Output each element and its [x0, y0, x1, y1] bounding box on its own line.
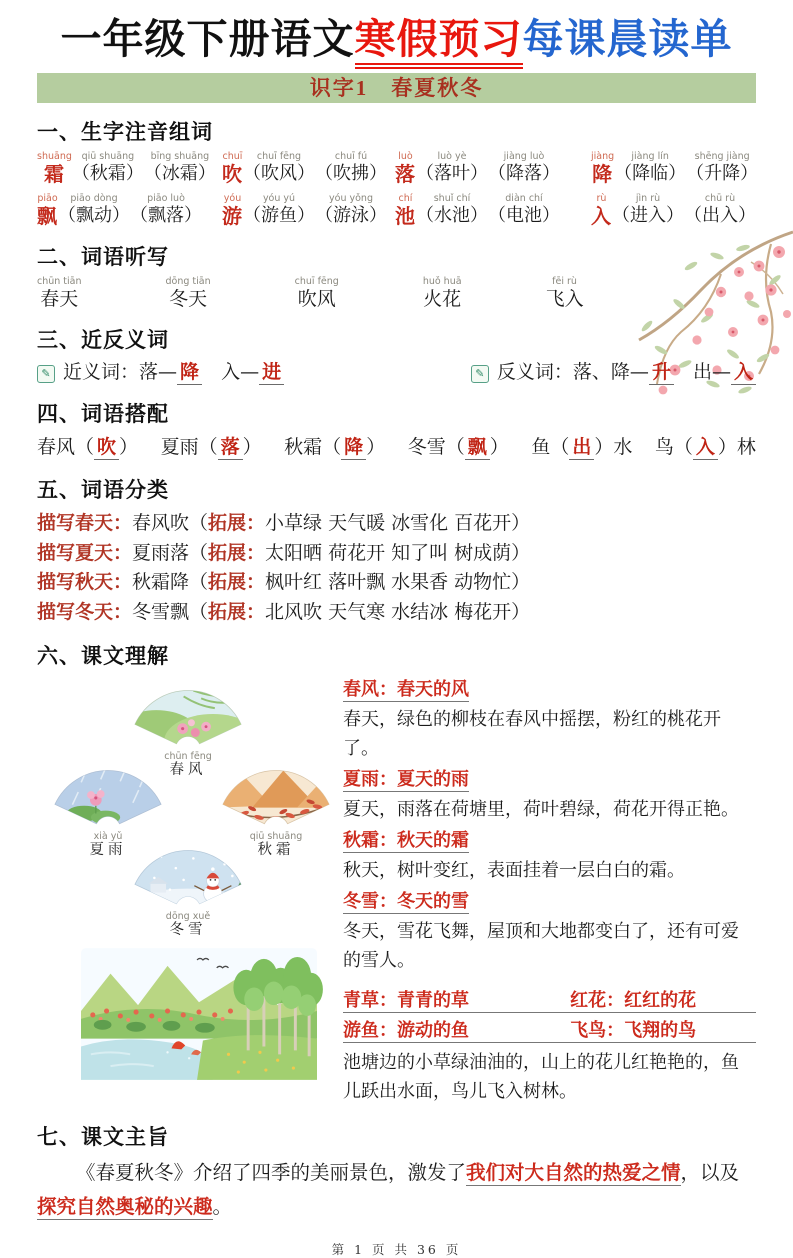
word-text: 飞入: [545, 288, 584, 311]
classification-row: [37, 598, 756, 628]
section-heading-comprehension: 六、课文理解: [37, 645, 169, 669]
word-pinyin: chū rù: [704, 193, 736, 205]
collocation-item: [161, 433, 262, 461]
fan-label: 秋霜: [257, 842, 295, 859]
word-text: （飘动）: [58, 205, 130, 227]
word-pinyin: chūn tiān: [37, 276, 82, 288]
collocation-text: 春风（: [37, 436, 95, 459]
word-pinyin: chuī fēng: [294, 276, 339, 288]
definitions-grid: [343, 987, 756, 1046]
season-phrase: 冬雪飘（: [132, 600, 209, 623]
vocab-grid: [37, 151, 759, 229]
season-phrase: 秋霜降（: [132, 571, 209, 594]
word-pinyin: bīng shuāng: [150, 151, 210, 163]
title-grade-text: 一年级下册语文: [60, 16, 355, 62]
dictation-word: [166, 276, 211, 311]
head-char: 入: [591, 204, 611, 229]
theme-paragraph: [37, 1156, 756, 1224]
word-text: （出入）: [684, 205, 756, 227]
classification-row: [37, 539, 756, 569]
season-phrase: 夏雨落（: [132, 541, 209, 564]
head-pinyin: yóu: [223, 193, 242, 205]
page-number: 第 1 页 共 36 页: [331, 1242, 462, 1258]
comprehension-images: [37, 675, 339, 1108]
collocation-item: [284, 433, 385, 461]
collocation-text: ）: [119, 436, 139, 459]
section-heading-dictation: 二、词语听写: [37, 246, 169, 270]
word-pinyin: chuī fēng: [256, 151, 302, 163]
answer-char: 吹: [94, 436, 119, 460]
word-text: （吹拂）: [315, 163, 387, 185]
season-label: 描写冬天：: [37, 600, 133, 623]
answer-char: 入: [693, 436, 718, 460]
collocation-item: [655, 433, 756, 461]
winter-fan-figure: [127, 835, 249, 939]
antonyms-label: 反义词：: [496, 361, 573, 384]
section-heading-vocab: 一、生字注音组词: [37, 121, 213, 145]
classification-row: [37, 568, 756, 598]
synonyms-label: 近义词：: [63, 361, 140, 384]
fan-pinyin: dōng xuě: [165, 911, 211, 923]
word-text: 春天: [40, 288, 79, 311]
answer-char: 飘: [465, 436, 490, 460]
word-text: （落叶）: [416, 163, 488, 185]
word-pinyin: yóu yǒng: [329, 193, 373, 205]
spring-fan-image: [127, 675, 249, 753]
term-heading: 夏雨：夏天的雨: [343, 769, 469, 791]
section-classification: [37, 474, 756, 627]
dictation-row: [37, 276, 756, 311]
definition-heading: 青草：青青的草: [343, 989, 570, 1013]
word-text: （降落）: [488, 163, 560, 185]
memo-pencil-icon: ✎: [37, 365, 55, 383]
comprehension-block: [343, 765, 756, 824]
word-pinyin: yóu yú: [262, 193, 296, 205]
definitions-paragraph: 池塘边的小草绿油油的，山上的花儿红艳艳的，鱼儿跃出水面，鸟儿飞入树林。: [343, 1052, 739, 1103]
fan-label: 春风: [169, 762, 207, 779]
word-pinyin: piāo dòng: [70, 193, 118, 205]
answer-char: 入: [731, 361, 756, 385]
expansion-label: 拓展：: [208, 512, 266, 535]
theme-underlined-text: 我们对大自然的热爱之情: [466, 1161, 681, 1185]
vocab-entry: [37, 193, 222, 228]
word-text: 火花: [423, 288, 462, 311]
word-text: （游泳）: [315, 205, 387, 227]
winter-fan-image: [127, 835, 249, 913]
term-heading: 冬雪：冬天的雪: [343, 891, 469, 913]
fan-pinyin: xià yǔ: [93, 831, 123, 843]
comprehension-block: [343, 826, 756, 885]
answer-char: 降: [177, 361, 202, 385]
section-heading-classification: 五、词语分类: [37, 479, 169, 503]
season-label: 描写秋天：: [37, 571, 133, 594]
word-text: （冰霜）: [143, 163, 216, 185]
dictation-word: [546, 276, 584, 311]
synant-row: [37, 359, 756, 385]
section-heading-synant: 三、近反义词: [37, 329, 169, 353]
word-pinyin: jiàng luò: [503, 151, 545, 163]
word-pinyin: diàn chí: [505, 193, 543, 205]
word-text: （升降）: [686, 163, 759, 185]
head-char: 降: [592, 162, 613, 187]
expansion-text: 太阳晒 荷花开 知了叫 树成荫）: [265, 541, 531, 564]
expansion-text: 小草绿 天气暖 冰雪化 百花开）: [265, 512, 531, 535]
season-phrase: 春风吹（: [132, 512, 209, 535]
pair-text: 入—: [221, 361, 260, 384]
word-pinyin: huǒ huā: [422, 276, 462, 288]
collocation-text: ）林: [717, 436, 756, 459]
word-pinyin: fēi rù: [552, 276, 577, 288]
head-pinyin: rù: [596, 193, 607, 205]
theme-underlined-text: 探究自然奥秘的兴趣: [37, 1195, 213, 1219]
comprehension-block: [343, 675, 756, 763]
vocab-entry: [395, 193, 591, 228]
head-char: 飘: [37, 204, 57, 229]
head-pinyin: jiàng: [591, 151, 615, 163]
fan-label: 夏雨: [89, 842, 127, 859]
head-char: 霜: [43, 162, 64, 187]
term-explanation: 夏天，雨落在荷塘里，荷叶碧绿，荷花开得正艳。: [343, 799, 739, 821]
worksheet-page: [0, 16, 793, 1258]
expansion-text: 枫叶红 落叶飘 水果香 动物忙）: [265, 571, 531, 594]
section-theme: [37, 1121, 756, 1224]
section-synonyms-antonyms: [37, 324, 756, 385]
section-heading-theme: 七、课文主旨: [37, 1126, 169, 1150]
word-text: （秋霜）: [71, 163, 144, 185]
collocation-text: 冬雪（: [407, 436, 465, 459]
word-text: 冬天: [169, 288, 208, 311]
head-pinyin: chí: [398, 193, 413, 205]
head-char: 池: [395, 204, 415, 229]
lesson-banner-text: 识字1 春夏秋冬: [309, 76, 484, 101]
answer-char: 升: [649, 361, 674, 385]
classification-row: [37, 509, 756, 539]
vocab-entry: [591, 151, 759, 187]
collocation-item: [37, 433, 138, 461]
term-heading: 春风：春天的风: [343, 679, 469, 701]
section-dictation: [37, 241, 756, 311]
head-char: 吹: [222, 162, 242, 187]
pair-text: 落—: [139, 361, 178, 384]
dictation-word: [295, 276, 339, 311]
head-pinyin: piāo: [37, 193, 58, 205]
dictation-word: [423, 276, 462, 311]
dictation-word: [37, 276, 82, 311]
comprehension-text: [339, 675, 756, 1108]
word-pinyin: chuī fú: [334, 151, 368, 163]
expansion-label: 拓展：: [208, 571, 266, 594]
synonyms-group: [37, 359, 284, 385]
page-title: [37, 16, 756, 63]
collocation-text: ）: [366, 436, 386, 459]
collocation-text: 鱼（: [531, 436, 570, 459]
head-char: 落: [395, 162, 415, 187]
theme-text: 《春夏秋冬》介绍了四季的美丽景色，激发了: [76, 1161, 467, 1185]
expansion-label: 拓展：: [208, 600, 266, 623]
head-pinyin: luò: [398, 151, 413, 163]
answer-char: 出: [569, 436, 594, 460]
head-pinyin: shuāng: [37, 151, 72, 163]
collocation-item: [408, 433, 509, 461]
title-highlight-text: 寒假预习: [355, 16, 523, 69]
word-text: （降临）: [614, 163, 687, 185]
definition-heading: 游鱼：游动的鱼: [343, 1019, 570, 1043]
word-text: （水池）: [416, 205, 488, 227]
collocation-text: 秋霜（: [284, 436, 342, 459]
comprehension-block: [343, 887, 756, 975]
word-text: （进入）: [612, 205, 684, 227]
section-vocab: [37, 116, 759, 229]
collocation-text: ）: [489, 436, 509, 459]
word-pinyin: qiū shuāng: [81, 151, 135, 163]
word-pinyin: shuǐ chí: [433, 193, 471, 205]
vocab-entry: [395, 151, 591, 186]
word-text: （吹风）: [243, 163, 315, 185]
word-pinyin: dōng tiān: [165, 276, 211, 288]
term-explanation: 秋天，树叶变红，表面挂着一层白白的霜。: [343, 860, 685, 882]
collocation-item: [531, 433, 632, 461]
word-text: （游鱼）: [243, 205, 315, 227]
vocab-entry: [37, 151, 222, 186]
fan-label: 冬雪: [169, 922, 207, 939]
collocation-row: [37, 433, 756, 461]
memo-pencil-icon: ✎: [471, 365, 489, 383]
expansion-label: 拓展：: [208, 541, 266, 564]
word-text: （电池）: [488, 205, 560, 227]
definition-heading: 飞鸟：飞翔的鸟: [570, 1019, 756, 1043]
word-text: 吹风: [297, 288, 336, 311]
section-comprehension: [37, 640, 756, 1108]
summer-fan-image: [47, 755, 169, 833]
collocation-text: ）水: [594, 436, 633, 459]
section-collocation: [37, 398, 756, 461]
vocab-entry: [222, 193, 395, 228]
word-text: （飘落）: [130, 205, 202, 227]
term-explanation: 冬天，雪花飞舞，屋顶和大地都变白了，还有可爱的雪人。: [343, 921, 739, 972]
season-label: 描写夏天：: [37, 541, 133, 564]
word-pinyin: luò yè: [437, 151, 467, 163]
theme-text: 。: [212, 1195, 233, 1219]
pair-text: 出—: [692, 361, 731, 384]
word-pinyin: jìn rù: [635, 193, 661, 205]
season-label: 描写春天：: [37, 512, 133, 535]
word-pinyin: shēng jiàng: [694, 151, 750, 163]
head-char: 游: [222, 204, 242, 229]
fan-pinyin: chūn fēng: [164, 751, 212, 763]
definition-heading: 红花：红红的花: [570, 989, 756, 1013]
term-explanation: 春天，绿色的柳枝在春风中摇摆，粉红的桃花开了。: [343, 709, 721, 760]
theme-text: ，以及: [680, 1161, 740, 1185]
answer-char: 降: [341, 436, 366, 460]
pair-text: 落、降—: [572, 361, 649, 384]
lesson-banner: [37, 73, 756, 103]
collocation-text: 夏雨（: [160, 436, 218, 459]
term-heading: 秋霜：秋天的霜: [343, 830, 469, 852]
word-pinyin: jiàng lín: [631, 151, 669, 163]
collocation-text: 鸟（: [654, 436, 693, 459]
antonyms-group: [471, 359, 756, 385]
vocab-entry: [591, 193, 756, 228]
title-suffix-text: 每课晨读单: [522, 16, 733, 62]
answer-char: 进: [259, 361, 284, 385]
vocab-entry: [222, 151, 395, 186]
head-pinyin: chuī: [222, 151, 243, 163]
answer-char: 落: [218, 436, 243, 460]
autumn-fan-image: [215, 755, 337, 833]
landscape-illustration: [81, 947, 317, 1081]
section-heading-collocation: 四、词语搭配: [37, 403, 169, 427]
word-pinyin: piāo luò: [147, 193, 185, 205]
expansion-text: 北风吹 天气寒 水结冰 梅花开）: [265, 600, 531, 623]
collocation-text: ）: [242, 436, 262, 459]
fan-pinyin: qiū shuāng: [249, 831, 303, 843]
